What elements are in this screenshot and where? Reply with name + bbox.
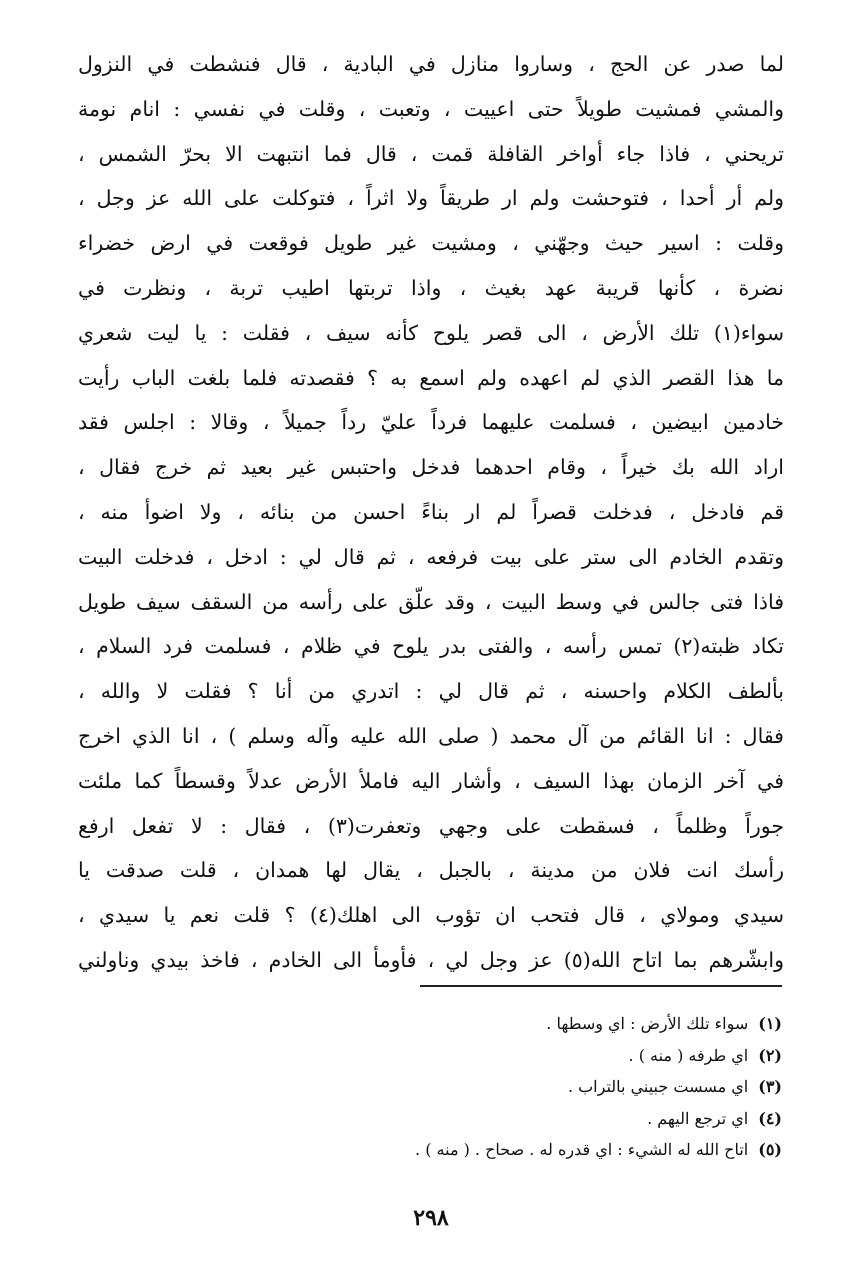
text-line: سواء(١) تلك الأرض ، الى قصر يلوح كأنه سيف ، فقلت : يا ليت شعري [78,320,784,345]
text-line: جوراً وظلماً ، فسقطت على وجهي وتعفرت(٣) ، فقال : لا تفعل ارفع [78,813,784,838]
footnote-item [78,1134,782,1166]
footnote-text: اي مسست جبيني بالتراب . [567,1077,749,1096]
footnote-number: (٤) [758,1108,782,1128]
page-number: ٢٩٨ [413,1205,449,1231]
footnote-number: (١) [758,1014,782,1033]
text-line: رأسك انت فلان من مدينة ، بالجبل ، يقال لها همدان ، قلت صدقت يا [78,858,784,883]
text-line: لما صدر عن الحج ، وساروا منازل في البادية ، قال فنشطت في النزول [78,52,784,76]
text-line: تريحني ، فاذا جاء أواخر القافلة قمت ، قال فما انتبهت الا بحرّ الشمس ، [78,141,784,166]
text-line: فاذا فتى جالس في وسط البيت ، وقد علّق على رأسه من السقف سيف طويل [78,589,784,614]
text-line: نضرة ، كأنها قريبة عهد بغيث ، واذا تربتها اطيب تربة ، ونظرت في [78,275,784,300]
text-line: فقال : انا القائم من آل محمد ( صلى الله عليه وآله وسلم ) ، انا الذي اخرج [78,723,784,748]
text-line: ولم أر أحدا ، فتوحشت ولم ار طريقاً ولا اثراً ، فتوكلت على الله عز وجل ، [78,186,784,211]
text-line: وتقدم الخادم الى ستر على بيت فرفعه ، ثم قال لي : ادخل ، فدخلت البيت [78,544,784,569]
text-line: تكاد ظبته(٢) تمس رأسه ، والفتى بدر يلوح في ظلام ، فسلمت فرد السلام ، [78,634,784,659]
footnote-text: اي طرفه ( منه ) . [628,1045,749,1065]
footnote-text: اي ترجع اليهم . [647,1108,749,1128]
text-line: وابشّرهم بما اتاح الله(٥) عز وجل لي ، فأومأ الى الخادم ، فاخذ بيدي وناولني [78,947,784,972]
footnotes [78,1008,782,1166]
footnote-number: (٥) [758,1140,782,1159]
text-line: قم فادخل ، فدخلت قصراً لم ار بناءً احسن من بنائه ، ولا اضوأ منه ، [78,499,784,524]
footnote-item [78,1103,782,1135]
footnote-number: (٣) [758,1077,782,1096]
footnote-divider [420,985,782,987]
text-line: ما هذا القصر الذي لم اعهده ولم اسمع به ؟ فقصدته فلما بلغت الباب رأيت [78,365,784,390]
text-line: اراد الله بك خيراً ، وقام احدهما فدخل واحتبس غير بعيد ثم خرج فقال ، [78,455,784,480]
main-text [78,42,784,983]
text-line: والمشي فمشيت طويلاً حتى اعييت ، وتعبت ، وقلت في نفسي : انام نومة [78,96,784,121]
footnote-text: اتاح الله له الشيء : اي قدره له . صحاح . ( منه ) . [415,1140,749,1159]
footnote-text: سواء تلك الأرض : اي وسطها . [546,1014,749,1033]
text-line: بألطف الكلام واحسنه ، ثم قال لي : اتدري من أنا ؟ فقلت لا والله ، [78,679,784,704]
text-line: وقلت : اسير حيث وجهّني ، ومشيت غير طويل فوقعت في ارض خضراء [78,231,784,256]
text-line: خادمين ابيضين ، فسلمت عليهما فرداً عليّ رداً جميلاً ، وقالا : اجلس فقد [78,410,784,435]
footnote-item [78,1008,782,1040]
footnote-item [78,1071,782,1103]
footnote-item [78,1040,782,1072]
footnote-number: (٢) [758,1045,782,1065]
text-line: سيدي ومولاي ، قال فتحب ان تؤوب الى اهلك(٤) ؟ قلت نعم يا سيدي ، [78,903,784,928]
text-line: في آخر الزمان بهذا السيف ، وأشار اليه فاملأ الأرض عدلاً وقسطاً كما ملئت [78,768,784,793]
